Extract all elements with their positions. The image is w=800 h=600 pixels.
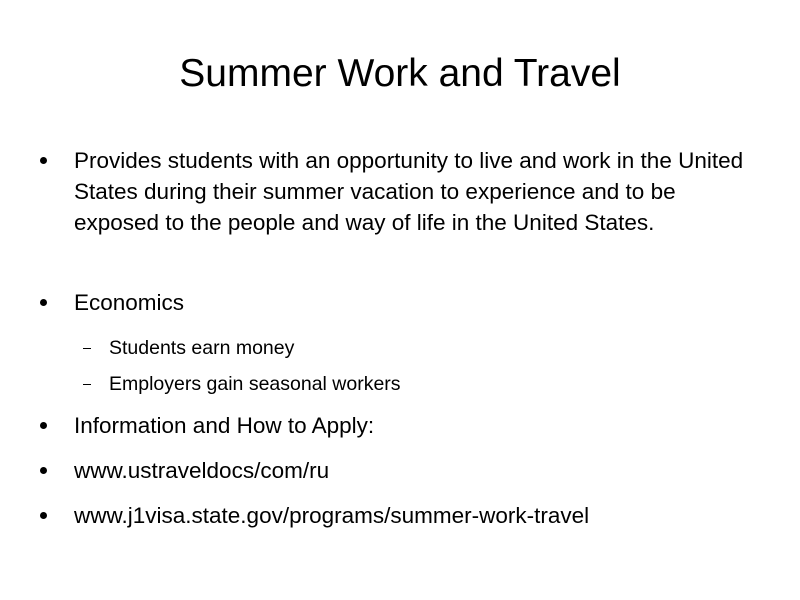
- sub-item-text: Employers gain seasonal workers: [109, 373, 401, 395]
- bullet-text: www.j1visa.state.gov/programs/summer-work-travel: [74, 503, 590, 528]
- bullet-dot-icon: [40, 512, 47, 519]
- sub-item-text: Students earn money: [109, 337, 295, 359]
- bullet-dot-icon: [40, 299, 47, 306]
- bullet-text: Economics: [74, 290, 185, 315]
- dash-bullet-icon: [83, 348, 91, 349]
- bullet-text: Information and How to Apply:: [74, 413, 375, 438]
- sub-item-students: [109, 335, 749, 361]
- bullet-item-j1visa-link: [74, 500, 764, 531]
- bullet-item-economics: [74, 287, 764, 318]
- sub-item-employers: [109, 371, 749, 397]
- bullet-text: www.ustraveldocs/com/ru: [74, 458, 330, 483]
- dash-bullet-icon: [83, 384, 91, 385]
- bullet-dot-icon: [40, 157, 47, 164]
- bullet-text: Provides students with an opportunity to live and work in the United States during their summer vacation to experience and to be exposed to the people and way of life in the United States.: [74, 148, 744, 235]
- bullet-item-description: [74, 145, 764, 238]
- slide-title: Summer Work and Travel: [179, 52, 621, 95]
- bullet-item-information: [74, 410, 764, 441]
- bullet-dot-icon: [40, 422, 47, 429]
- bullet-dot-icon: [40, 467, 47, 474]
- bullet-item-ustraveldocs-link: [74, 455, 764, 486]
